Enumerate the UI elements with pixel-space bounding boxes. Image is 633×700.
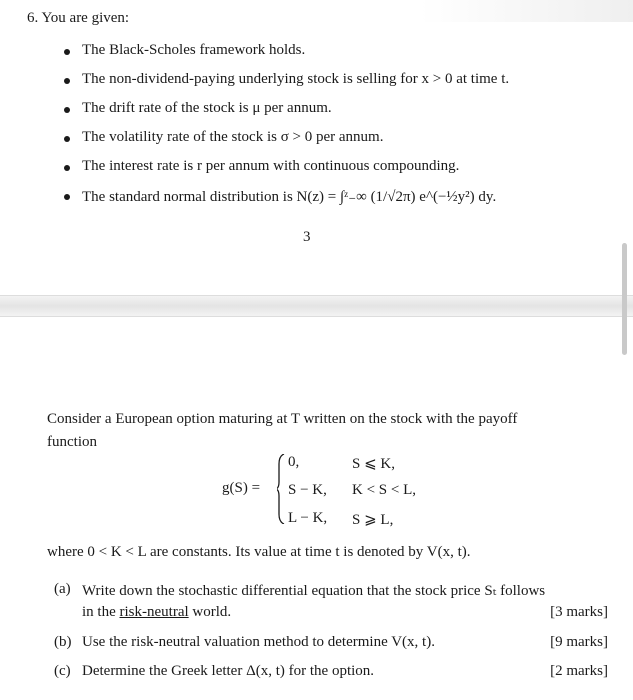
bullet-item: The volatility rate of the stock is σ > 0 per annum. <box>82 129 384 145</box>
bullet-dot <box>64 165 70 171</box>
payoff-case-condition: K < S < L, <box>352 482 417 498</box>
marks-label: [3 marks] <box>550 604 608 620</box>
problem-heading <box>27 10 129 27</box>
payoff-case-value: S − K, <box>288 482 327 498</box>
bullet-item: The drift rate of the stock is μ per annum. <box>82 100 332 116</box>
marks-label: [9 marks] <box>550 634 608 650</box>
bullet-item: The non-dividend-paying underlying stock is selling for x > 0 at time t. <box>82 71 510 87</box>
part-text-post: world. <box>188 604 232 620</box>
page-number: 3 <box>303 229 311 245</box>
part-text-pre: in the <box>82 604 120 620</box>
payoff-lhs: g(S) = <box>222 480 261 496</box>
part-label: (c) <box>54 663 71 679</box>
problem-number: 6. <box>27 10 39 26</box>
paragraph-line-2: function <box>47 434 97 450</box>
payoff-case-condition: S ⩽ K, <box>352 456 395 472</box>
part-text-line-2 <box>82 604 231 621</box>
bullet-dot <box>64 78 70 84</box>
bullet-dot <box>64 194 70 200</box>
bullet-item: The interest rate is r per annum with continuous compounding. <box>82 158 460 174</box>
part-label: (a) <box>54 581 71 597</box>
where-line: where 0 < K < L are constants. Its value at time t is denoted by V(x, t). <box>47 544 471 560</box>
page-separator <box>0 295 633 317</box>
part-label: (b) <box>54 634 72 650</box>
part-text-line-1: Write down the stochastic differential equation that the stock price Sₜ follows <box>82 583 546 599</box>
bullet-item: The standard normal distribution is N(z) = ∫ᶻ₋∞ (1/√2π) e^(−½y²) dy. <box>82 189 497 205</box>
paragraph-line-1: Consider a European option maturing at T written on the stock with the payoff <box>47 411 518 427</box>
problem-intro: You are given: <box>41 10 130 26</box>
top-right-shade <box>420 0 633 22</box>
bullet-dot <box>64 136 70 142</box>
part-text-line-1: Use the risk-neutral valuation method to determine V(x, t). <box>82 634 435 650</box>
risk-neutral-link[interactable]: risk-neutral <box>119 604 189 620</box>
payoff-case-condition: S ⩾ L, <box>352 512 394 528</box>
marks-label: [2 marks] <box>550 663 608 679</box>
bullet-dot <box>64 107 70 113</box>
payoff-case-value: 0, <box>288 454 300 470</box>
scrollbar-thumb[interactable] <box>622 243 627 355</box>
left-brace-icon <box>277 454 285 524</box>
bullet-item: The Black-Scholes framework holds. <box>82 42 306 58</box>
part-text-line-1: Determine the Greek letter Δ(x, t) for the option. <box>82 663 375 679</box>
payoff-case-value: L − K, <box>288 510 328 526</box>
bullet-dot <box>64 49 70 55</box>
